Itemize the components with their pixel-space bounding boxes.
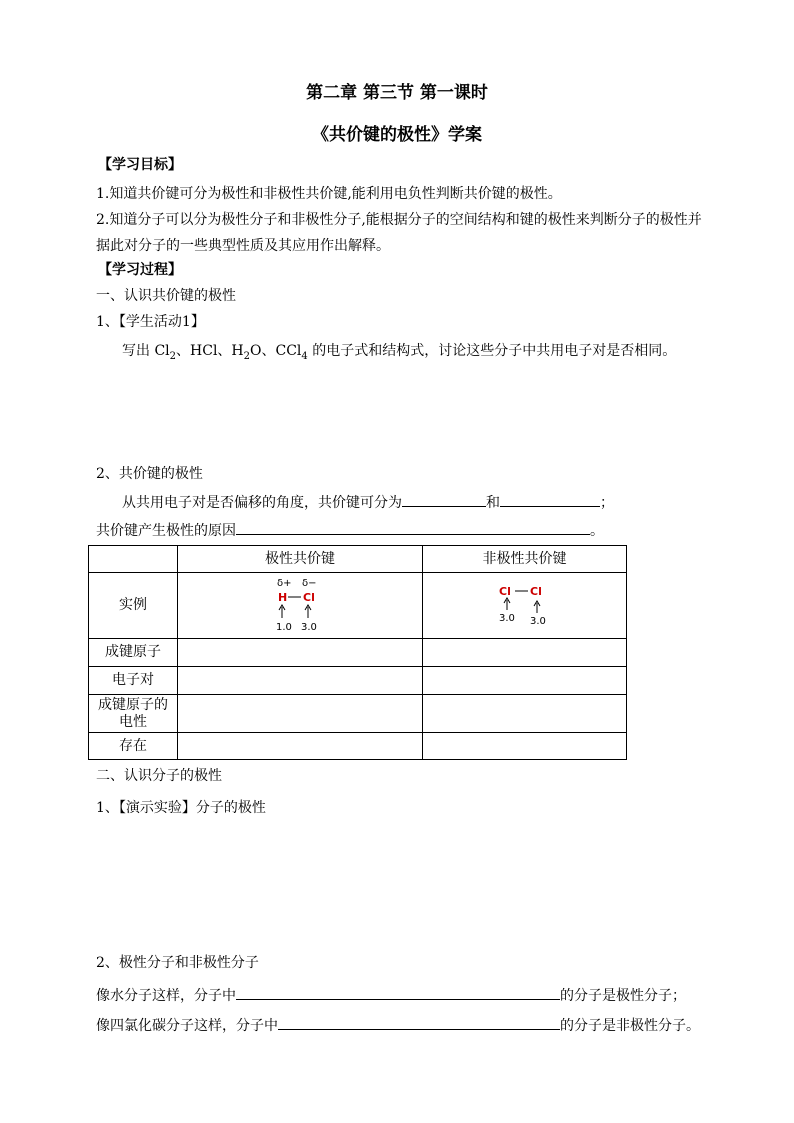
- electronegativity-cl: 3.0: [529, 616, 546, 627]
- nonpolar-molecule-sentence: 像四氯化碳分子这样，分子中 的分子是非极性分子。: [96, 1015, 700, 1035]
- electronegativity-h: 1.0: [276, 622, 292, 633]
- table-row: [89, 667, 627, 695]
- blank-field[interactable]: [500, 492, 600, 507]
- bond-comparison-table: [88, 545, 627, 760]
- table-header-empty: [89, 546, 178, 573]
- section2-heading: 二、认识分子的极性: [96, 768, 222, 784]
- polarity-reason-sentence: 共价键产生极性的原因 。: [96, 520, 604, 540]
- objectives-heading: 【学习目标】: [98, 157, 182, 173]
- atom-h-label: H: [278, 591, 288, 604]
- table-header-nonpolar: 非极性共价键: [423, 546, 627, 573]
- demo-heading: 1、【演示实验】分子的极性: [96, 800, 266, 816]
- blank-field[interactable]: [278, 1015, 560, 1030]
- blank-field[interactable]: [236, 985, 560, 1000]
- blank-field[interactable]: [236, 520, 590, 535]
- table-row: [89, 573, 627, 639]
- row-label-line: 电性: [119, 713, 147, 730]
- sub2-heading: 2、共价键的极性: [96, 466, 203, 482]
- row-label-example: 实例: [89, 573, 178, 639]
- section2-sub2: 2、极性分子和非极性分子: [96, 955, 259, 971]
- polarity-sentence: 从共用电子对是否偏移的角度，共价键可分为 和 ；: [122, 492, 614, 512]
- activity1-heading: 1、【学生活动1】: [96, 314, 205, 330]
- atom-cl-label: Cl: [529, 585, 542, 598]
- delta-minus-label: δ−: [302, 578, 317, 589]
- row-label-existence: 存在: [89, 733, 178, 760]
- table-header-polar: 极性共价键: [178, 546, 423, 573]
- page-title: 第二章 第三节 第一课时: [306, 83, 488, 103]
- answer-cell[interactable]: [423, 733, 627, 760]
- electronegativity-cl: 3.0: [498, 613, 515, 624]
- answer-cell[interactable]: [178, 695, 423, 733]
- clcl-bond-diagram: [475, 573, 575, 633]
- row-label-electron-pair: 电子对: [89, 667, 178, 695]
- polar-molecule-sentence: 像水分子这样，分子中 的分子是极性分子；: [96, 985, 686, 1005]
- polar-example-cell: [178, 573, 423, 639]
- row-label-electrical-property: [89, 695, 178, 733]
- atom-cl-label: Cl: [498, 585, 511, 598]
- delta-plus-label: δ+: [277, 578, 292, 589]
- process-heading: 【学习过程】: [98, 262, 182, 278]
- nonpolar-example-cell: [423, 573, 627, 639]
- answer-cell[interactable]: [423, 695, 627, 733]
- table-row: [89, 639, 627, 667]
- answer-cell[interactable]: [423, 639, 627, 667]
- table-header-row: [89, 546, 627, 573]
- objective-item-2: 2.知道分子可以分为极性分子和非极性分子,能根据分子的空间结构和键的极性来判断分子的极性并: [96, 212, 702, 228]
- objective-item-2-cont: 据此对分子的一些典型性质及其应用作出解释。: [96, 238, 390, 254]
- page-subtitle: 《共价键的极性》学案: [312, 125, 482, 145]
- blank-field[interactable]: [402, 492, 486, 507]
- activity1-text: 写出 $Cl_2$、HCl、$H_2O$、CCl$_4$ 的电子式和结构式，讨论这些分子中共用电子对是否相同。: [122, 343, 677, 362]
- answer-cell[interactable]: [178, 667, 423, 695]
- electronegativity-cl: 3.0: [301, 622, 317, 633]
- answer-cell[interactable]: [178, 639, 423, 667]
- table-row: [89, 733, 627, 760]
- atom-cl-label: Cl: [303, 591, 315, 604]
- hcl-bond-diagram: [250, 573, 350, 633]
- answer-cell[interactable]: [423, 667, 627, 695]
- answer-cell[interactable]: [178, 733, 423, 760]
- row-label-line: 成键原子的: [98, 696, 168, 713]
- objective-item-1: 1.知道共价键可分为极性和非极性共价键,能利用电负性判断共价键的极性。: [96, 186, 562, 202]
- table-row: [89, 695, 627, 733]
- section1-heading: 一、认识共价键的极性: [96, 288, 236, 304]
- row-label-atoms: 成键原子: [89, 639, 178, 667]
